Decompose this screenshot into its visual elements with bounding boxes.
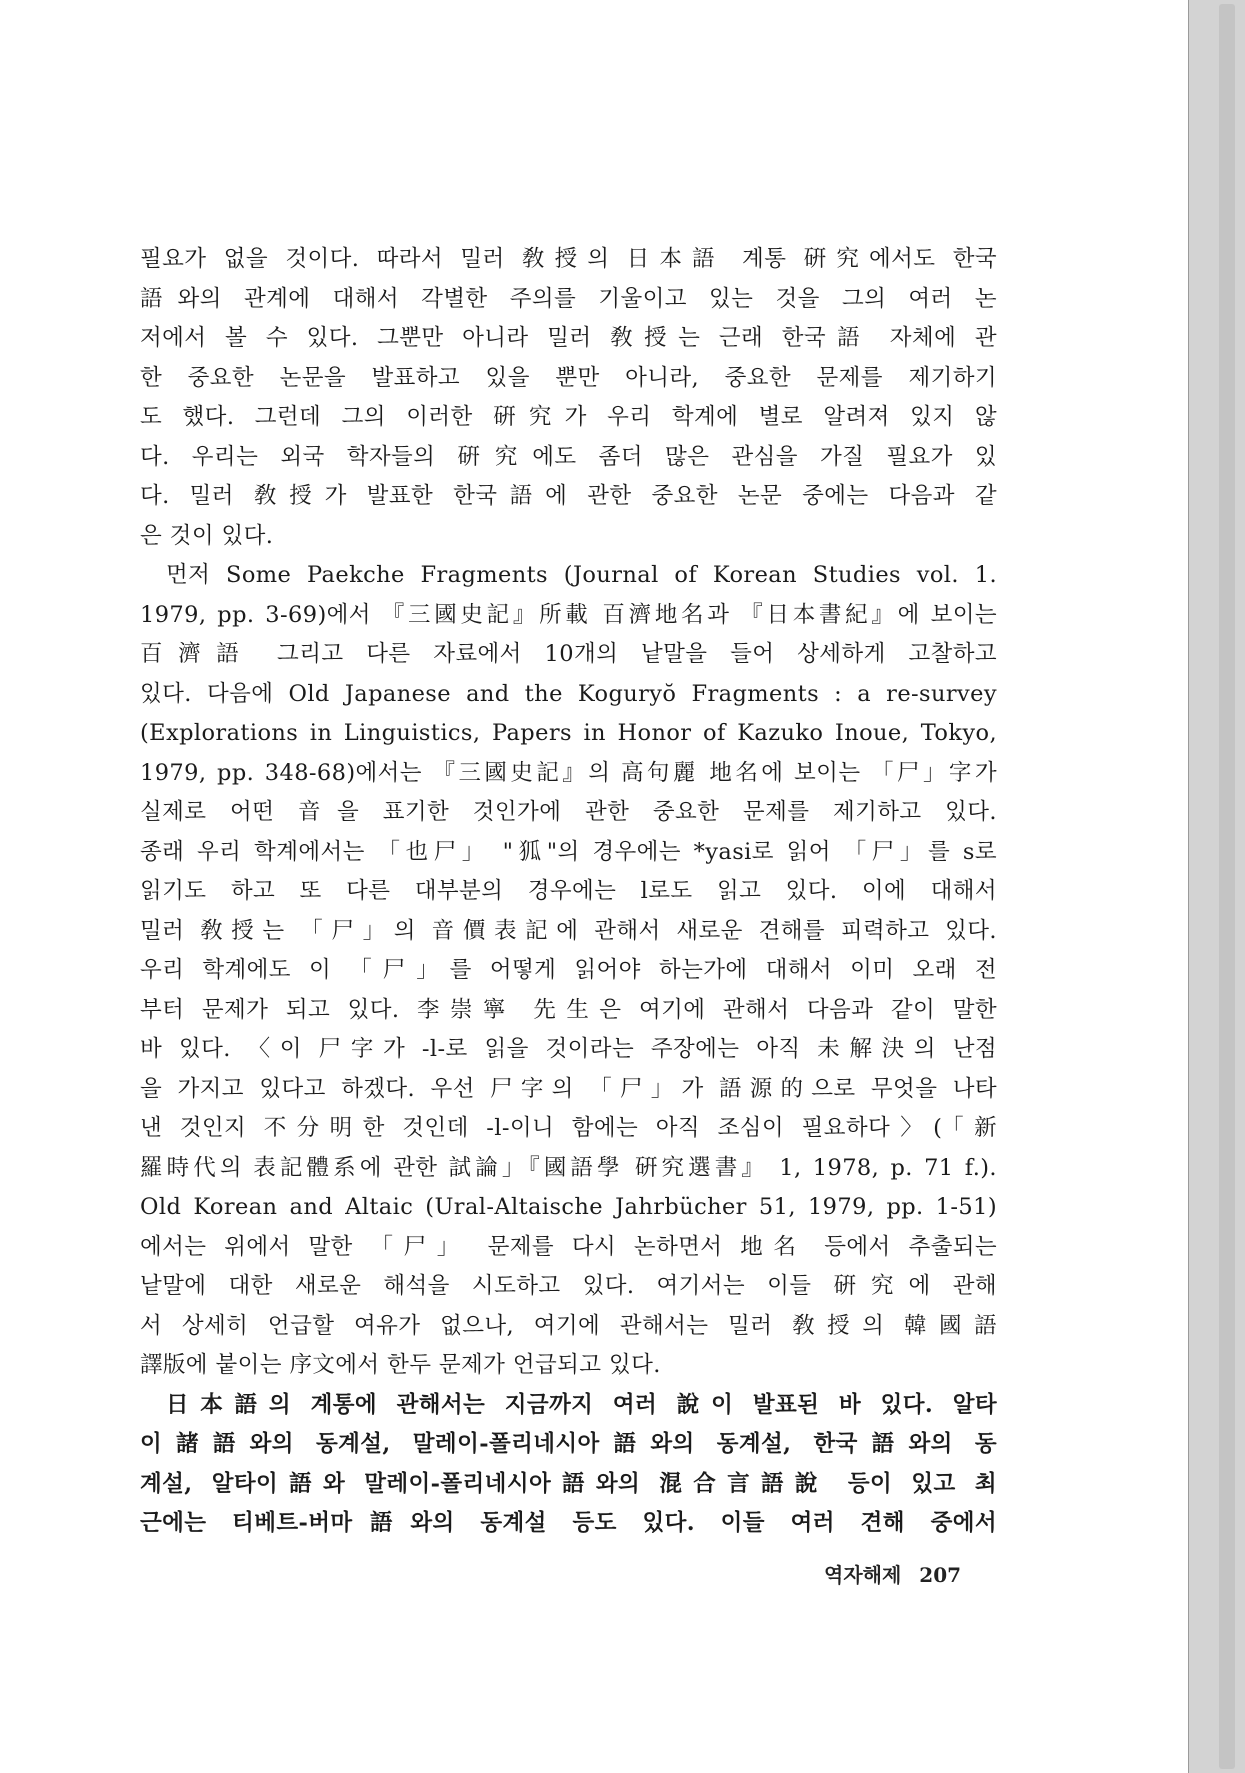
text-line: 바 있다. 〈이 尸字가 -l-로 읽을 것이라는 주장에는 아직 未解決의 난점 [140, 1036, 997, 1062]
text-line: 百濟語 그리고 다른 자료에서 10개의 낱말을 들어 상세하게 고찰하고 [140, 641, 997, 667]
text-line: 日本語의 계통에 관해서는 지금까지 여러 說이 발표된 바 있다. 알타 [166, 1391, 997, 1418]
text-line: 은 것이 있다. [140, 522, 274, 549]
text-line: 譯版에 붙이는 序文에서 한두 문제가 언급되고 있다. [140, 1352, 661, 1378]
text-line: 밀러 敎授는 「尸」의 音價表記에 관해서 새로운 견해를 피력하고 있다. [140, 917, 997, 944]
text-line: 에서는 위에서 말한 「尸」 문제를 다시 논하면서 地名 등에서 추출되는 [140, 1233, 997, 1260]
text-line: 1979, pp. 3-69)에서 『三國史記』所載 百濟地名과 『日本書紀』에 보이는 [140, 601, 997, 628]
text-line: 낸 것인지 不分明한 것인데 -l-이니 함에는 아직 조심이 필요하다〉(「新 [140, 1115, 997, 1141]
text-line: 계설, 알타이語와 말레이-폴리네시아語와의 混合言語說 등이 있고 최 [140, 1470, 997, 1497]
body-text [140, 240, 997, 1544]
text-line: 부터 문제가 되고 있다. 李崇寧 先生은 여기에 관해서 다음과 같이 말한 [140, 996, 997, 1023]
text-line: 이諸語와의 동계설, 말레이-폴리네시아語와의 동계설, 한국語와의 동 [140, 1431, 997, 1457]
text-line: 서 상세히 언급할 여유가 없으나, 여기에 관해서는 밀러 敎授의 韓國語 [140, 1312, 997, 1339]
paragraph-2 [140, 556, 997, 1386]
text-line: 語와의 관계에 대해서 각별한 주의를 기울이고 있는 것을 그의 여러 논 [140, 285, 997, 312]
text-line: 먼저 Some Paekche Fragments (Journal of Korean Studies vol. 1. [166, 562, 997, 588]
paragraph-3 [140, 1386, 997, 1544]
text-line: (Explorations in Linguistics, Papers in Honor of Kazuko Inoue, Tokyo, [140, 720, 997, 746]
page-number: 207 [919, 1563, 962, 1587]
text-line: 다. 밀러 敎授가 발표한 한국語에 관한 중요한 논문 중에는 다음과 같 [140, 483, 997, 509]
text-line: 실제로 어떤 音을 표기한 것인가에 관한 중요한 문제를 제기하고 있다. [140, 799, 997, 825]
text-line: 읽기도 하고 또 다른 대부분의 경우에는 l로도 읽고 있다. 이에 대해서 [140, 878, 997, 904]
text-line: Old Korean and Altaic (Ural-Altaische Jahrbücher 51, 1979, pp. 1-51) [140, 1194, 997, 1220]
text-line: 낱말에 대한 새로운 해석을 시도하고 있다. 여기서는 이들 硏究에 관해 [140, 1273, 997, 1299]
text-line: 종래 우리 학계에서는 「也尸」 "狐"의 경우에는 *yasi로 읽어 「尸」를 s로 [140, 838, 997, 865]
text-line: 우리 학계에도 이 「尸」를 어떻게 읽어야 하는가에 대해서 이미 오래 전 [140, 957, 997, 983]
page-footer [824, 1559, 979, 1588]
running-head: 역자해제 [824, 1563, 902, 1587]
text-line: 도 했다. 그런데 그의 이러한 硏究가 우리 학계에 별로 알려져 있지 않 [140, 404, 997, 430]
text-line: 저에서 볼 수 있다. 그뿐만 아니라 밀러 敎授는 근래 한국語 자체에 관 [140, 325, 997, 351]
text-line: 을 가지고 있다고 하겠다. 우선 尸字의 「尸」가 語源的으로 무엇을 나타 [140, 1075, 997, 1102]
paragraph-1 [140, 240, 997, 556]
scrollbar-thumb[interactable] [1219, 4, 1235, 1769]
text-line: 1979, pp. 348-68)에서는 『三國史記』의 高句麗 地名에 보이는 「尸」字가 [140, 759, 997, 786]
text-line: 필요가 없을 것이다. 따라서 밀러 敎授의 日本語 계통 硏究에서도 한국 [140, 246, 997, 272]
text-line: 다. 우리는 외국 학자들의 硏究에도 좀더 많은 관심을 가질 필요가 있 [140, 443, 997, 470]
vertical-scrollbar[interactable] [1189, 0, 1245, 1773]
text-line: 한 중요한 논문을 발표하고 있을 뿐만 아니라, 중요한 문제를 제기하기 [140, 364, 997, 391]
text-line: 근에는 티베트-버마語와의 동계설 등도 있다. 이들 여러 견해 중에서 [140, 1510, 997, 1536]
text-line: 羅時代의 表記體系에 관한 試論」『國語學 硏究選書』 1, 1978, p. 71 f.). [140, 1154, 997, 1181]
text-line: 있다. 다음에 Old Japanese and the Koguryŏ Fragments : a re-survey [140, 680, 997, 707]
